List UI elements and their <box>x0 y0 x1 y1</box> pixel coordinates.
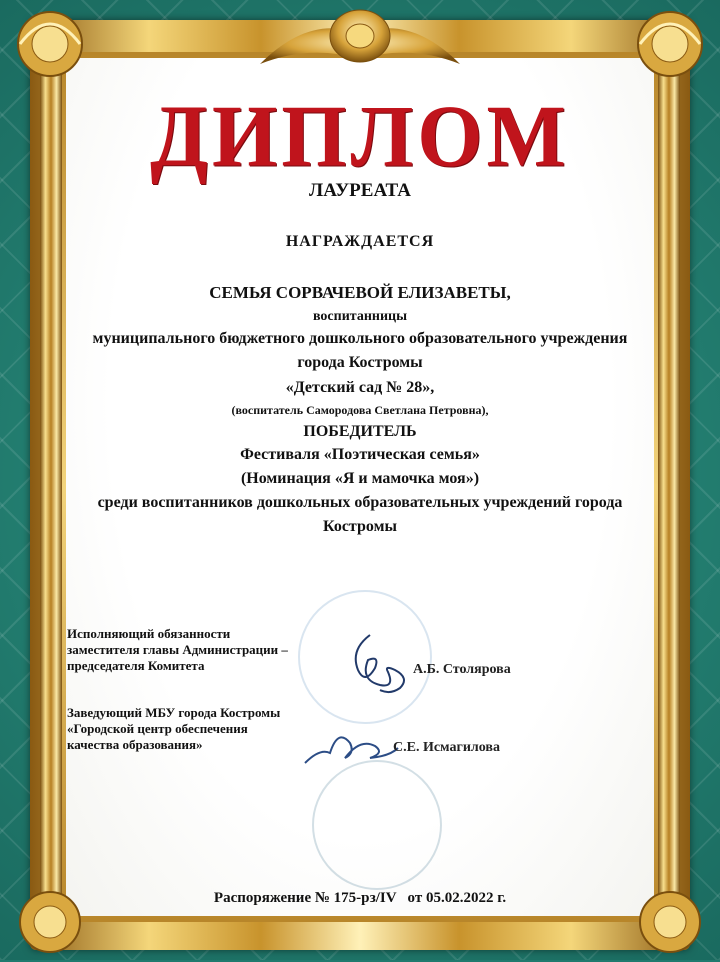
diploma-title: ДИПЛОМ <box>150 87 570 186</box>
signature-1-icon <box>340 630 420 700</box>
top-ornament-icon <box>250 4 470 74</box>
institution-name: «Детский сад № 28», <box>285 379 435 396</box>
awarded-label: НАГРАЖДАЕТСЯ <box>285 233 435 250</box>
among-line-2: Костромы <box>323 518 397 535</box>
signatory-2-position-line-3: качества образования» <box>67 737 203 752</box>
signatory-2-position-line-2: «Городской центр обеспечения <box>67 721 248 736</box>
nomination-line: (Номинация «Я и мамочка моя») <box>240 470 480 487</box>
signatory-1-position-line-1: Исполняющий обязанности <box>67 626 231 641</box>
winner-label: ПОБЕДИТЕЛЬ <box>303 423 417 440</box>
signatory-1-position-line-3: председателя Комитета <box>67 658 205 673</box>
diploma-subtitle: ЛАУРЕАТА <box>309 180 411 201</box>
recipient-role: воспитанницы <box>312 309 408 324</box>
corner-ornament-icon <box>620 4 710 94</box>
corner-ornament-icon <box>10 4 100 94</box>
recipient-name: СЕМЬЯ СОРВАЧЕВОЙ ЕЛИЗАВЕТЫ, <box>209 283 511 302</box>
signatory-2-position <box>67 705 317 753</box>
signatory-1-position-line-2: заместителя главы Администрации – <box>67 642 288 657</box>
signatory-2-position-line-1: Заведующий МБУ города Костромы <box>67 705 281 720</box>
corner-ornament-icon <box>10 872 100 962</box>
signatory-1-position <box>67 626 317 674</box>
signatory-1-name: А.Б. Столярова <box>413 662 511 677</box>
order-reference: Распоряжение № 175-рз/IV от 05.02.2022 г. <box>213 890 507 906</box>
festival-line: Фестиваля «Поэтическая семья» <box>240 446 480 463</box>
among-line-1: среди воспитанников дошкольных образовательных учреждений города <box>97 494 623 511</box>
institution-line-2: города Костромы <box>297 354 423 371</box>
signatory-2-name: С.Е. Исмагилова <box>393 740 500 755</box>
teacher-line: (воспитатель Самородова Светлана Петровна), <box>231 403 489 417</box>
stamp-seal-bottom <box>312 760 442 890</box>
corner-ornament-icon <box>620 872 710 962</box>
institution-line-1: муниципального бюджетного дошкольного образовательного учреждения <box>92 330 628 347</box>
signature-2-icon <box>300 718 400 773</box>
